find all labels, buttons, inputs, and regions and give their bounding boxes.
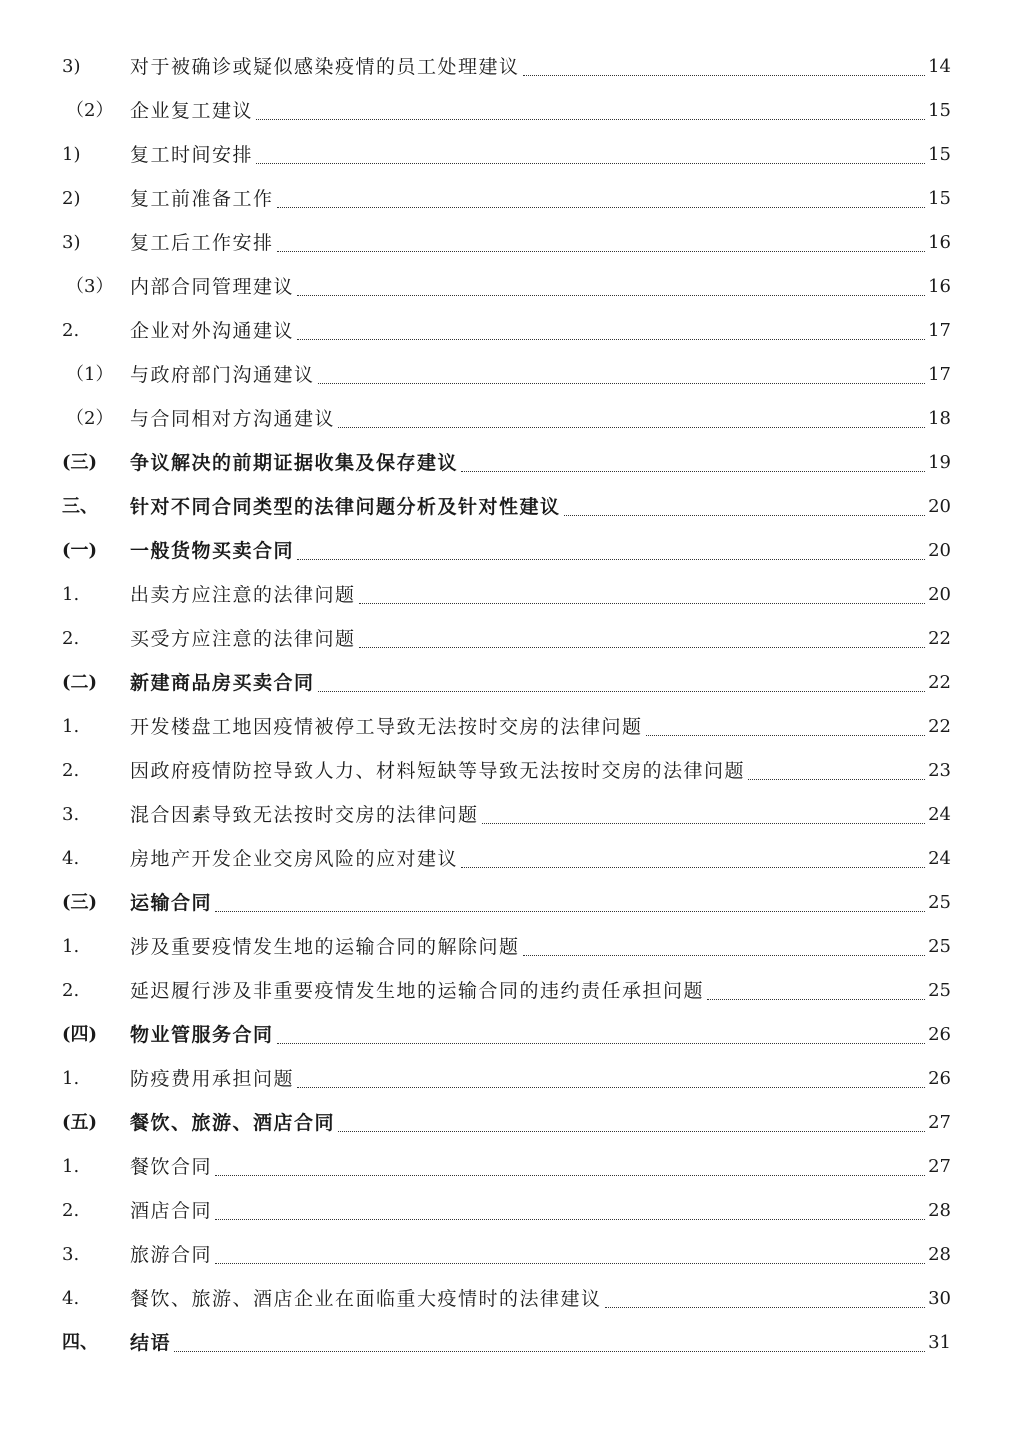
toc-dot-leader <box>482 822 926 824</box>
toc-entry-title: 房地产开发企业交房风险的应对建议 <box>130 847 459 870</box>
toc-entry[interactable] <box>0 925 1019 969</box>
toc-dot-leader <box>748 778 925 780</box>
toc-entry-title: 争议解决的前期证据收集及保存建议 <box>130 451 459 474</box>
toc-dot-leader <box>297 558 925 560</box>
toc-entry[interactable] <box>0 705 1019 749</box>
toc-entry-title: 餐饮、旅游、酒店企业在面临重大疫情时的法律建议 <box>130 1287 602 1310</box>
toc-entry-title: 企业复工建议 <box>130 99 254 122</box>
toc-dot-leader <box>215 1218 925 1220</box>
toc-entry-title: 买受方应注意的法律问题 <box>130 627 356 650</box>
toc-entry-page-number: 15 <box>928 100 951 121</box>
toc-entry[interactable] <box>0 837 1019 881</box>
toc-entry-number: 2. <box>62 320 80 341</box>
toc-entry-page-number: 27 <box>928 1112 951 1133</box>
toc-entry-number: 1) <box>62 144 81 165</box>
toc-dot-leader <box>318 382 926 384</box>
toc-entry-number: (一) <box>62 540 98 561</box>
toc-dot-leader <box>646 734 926 736</box>
toc-entry[interactable] <box>0 485 1019 529</box>
toc-entry-number: (五) <box>62 1112 98 1133</box>
toc-entry-number: 2. <box>62 628 80 649</box>
toc-entry[interactable] <box>0 89 1019 133</box>
toc-entry-page-number: 16 <box>928 276 951 297</box>
toc-entry[interactable] <box>0 1189 1019 1233</box>
toc-entry-title: 企业对外沟通建议 <box>130 319 295 342</box>
toc-entry-page-number: 26 <box>928 1068 951 1089</box>
toc-entry-number: （1） <box>66 364 114 385</box>
toc-entry-number: 2) <box>62 188 81 209</box>
toc-entry[interactable] <box>0 969 1019 1013</box>
toc-dot-leader <box>297 294 925 296</box>
toc-entry-page-number: 30 <box>928 1288 951 1309</box>
toc-dot-leader <box>338 1130 925 1132</box>
toc-entry-page-number: 22 <box>928 628 951 649</box>
toc-entry-number: (三) <box>62 892 98 913</box>
toc-entry-title: 复工时间安排 <box>130 143 254 166</box>
toc-entry-page-number: 17 <box>928 364 951 385</box>
toc-entry-number: 3) <box>62 56 81 77</box>
toc-entry-number: 三、 <box>62 496 98 517</box>
toc-entry-number: (二) <box>62 672 98 693</box>
toc-entry[interactable] <box>0 1057 1019 1101</box>
toc-entry-number: 1. <box>62 1068 80 1089</box>
toc-dot-leader <box>256 162 925 164</box>
toc-entry-title: 酒店合同 <box>130 1199 213 1222</box>
toc-entry[interactable] <box>0 529 1019 573</box>
toc-entry-title: 餐饮合同 <box>130 1155 213 1178</box>
toc-dot-leader <box>256 118 925 120</box>
toc-dot-leader <box>297 338 925 340</box>
toc-entry[interactable] <box>0 1013 1019 1057</box>
toc-entry-number: (三) <box>62 452 98 473</box>
toc-entry[interactable] <box>0 617 1019 661</box>
toc-entry-number: （2） <box>66 100 114 121</box>
toc-entry[interactable] <box>0 265 1019 309</box>
toc-entry-page-number: 14 <box>928 56 951 77</box>
toc-entry[interactable] <box>0 1233 1019 1277</box>
toc-entry-number: 1. <box>62 936 80 957</box>
toc-entry-number: 4. <box>62 848 80 869</box>
toc-entry-page-number: 23 <box>928 760 951 781</box>
toc-dot-leader <box>461 866 925 868</box>
toc-entry[interactable] <box>0 1321 1019 1365</box>
toc-entry-page-number: 19 <box>928 452 951 473</box>
toc-dot-leader <box>277 1042 926 1044</box>
toc-entry-title: 针对不同合同类型的法律问题分析及针对性建议 <box>130 495 561 518</box>
toc-entry-number: 1. <box>62 584 80 605</box>
toc-entry-number: （3） <box>66 276 114 297</box>
toc-entry-page-number: 28 <box>928 1200 951 1221</box>
toc-entry-number: （2） <box>66 408 114 429</box>
toc-entry[interactable] <box>0 573 1019 617</box>
toc-entry-title: 出卖方应注意的法律问题 <box>130 583 356 606</box>
toc-entry[interactable] <box>0 793 1019 837</box>
toc-dot-leader <box>564 514 926 516</box>
toc-entry-title: 延迟履行涉及非重要疫情发生地的运输合同的违约责任承担问题 <box>130 979 705 1002</box>
toc-entry[interactable] <box>0 353 1019 397</box>
toc-entry-number: 3) <box>62 232 81 253</box>
toc-dot-leader <box>215 1262 925 1264</box>
toc-entry-number: 四、 <box>62 1332 98 1353</box>
toc-entry-title: 复工前准备工作 <box>130 187 274 210</box>
toc-entry-number: 2. <box>62 980 80 1001</box>
toc-dot-leader <box>461 470 925 472</box>
toc-entry-page-number: 20 <box>928 540 951 561</box>
toc-entry-title: 因政府疫情防控导致人力、材料短缺等导致无法按时交房的法律问题 <box>130 759 746 782</box>
toc-dot-leader <box>359 646 926 648</box>
toc-entry-page-number: 18 <box>928 408 951 429</box>
toc-entry-title: 混合因素导致无法按时交房的法律问题 <box>130 803 479 826</box>
toc-entry-page-number: 22 <box>928 672 951 693</box>
toc-entry-title: 餐饮、旅游、酒店合同 <box>130 1111 336 1134</box>
toc-entry-page-number: 24 <box>928 848 951 869</box>
toc-entry-page-number: 20 <box>928 496 951 517</box>
toc-entry-title: 内部合同管理建议 <box>130 275 295 298</box>
toc-entry-title: 复工后工作安排 <box>130 231 274 254</box>
toc-dot-leader <box>359 602 926 604</box>
toc-dot-leader <box>707 998 925 1000</box>
toc-entry-title: 开发楼盘工地因疫情被停工导致无法按时交房的法律问题 <box>130 715 643 738</box>
toc-entry-number: 4. <box>62 1288 80 1309</box>
toc-entry-title: 物业管服务合同 <box>130 1023 274 1046</box>
toc-entry-page-number: 28 <box>928 1244 951 1265</box>
toc-dot-leader <box>605 1306 926 1308</box>
toc-dot-leader <box>277 250 926 252</box>
toc-dot-leader <box>277 206 926 208</box>
toc-entry-page-number: 25 <box>928 892 951 913</box>
toc-entry-page-number: 26 <box>928 1024 951 1045</box>
toc-entry[interactable] <box>0 309 1019 353</box>
toc-entry[interactable] <box>0 397 1019 441</box>
toc-entry-page-number: 22 <box>928 716 951 737</box>
toc-entry-page-number: 25 <box>928 980 951 1001</box>
toc-entry-title: 与合同相对方沟通建议 <box>130 407 336 430</box>
toc-entry-number: 1. <box>62 1156 80 1177</box>
toc-entry-title: 一般货物买卖合同 <box>130 539 295 562</box>
toc-entry-page-number: 31 <box>928 1332 951 1353</box>
toc-entry-title: 与政府部门沟通建议 <box>130 363 315 386</box>
toc-entry[interactable] <box>0 133 1019 177</box>
toc-entry-number: 1. <box>62 716 80 737</box>
toc-entry-title: 涉及重要疫情发生地的运输合同的解除问题 <box>130 935 520 958</box>
toc-entry-number: (四) <box>62 1024 98 1045</box>
toc-dot-leader <box>215 1174 925 1176</box>
toc-entry[interactable] <box>0 221 1019 265</box>
toc-entry-number: 3. <box>62 1244 80 1265</box>
toc-entry[interactable] <box>0 1101 1019 1145</box>
toc-entry[interactable] <box>0 881 1019 925</box>
toc-entry[interactable] <box>0 1277 1019 1321</box>
toc-entry-page-number: 20 <box>928 584 951 605</box>
toc-entry[interactable] <box>0 1145 1019 1189</box>
toc-entry-title: 结语 <box>130 1331 172 1354</box>
toc-entry[interactable] <box>0 749 1019 793</box>
toc-dot-leader <box>523 954 926 956</box>
toc-entry-page-number: 15 <box>928 188 951 209</box>
toc-entry[interactable] <box>0 441 1019 485</box>
toc-entry-page-number: 25 <box>928 936 951 957</box>
toc-entry[interactable] <box>0 45 1019 89</box>
toc-entry-page-number: 27 <box>928 1156 951 1177</box>
toc-entry-title: 运输合同 <box>130 891 213 914</box>
toc-entry[interactable] <box>0 661 1019 705</box>
toc-entry-title: 防疫费用承担问题 <box>130 1067 295 1090</box>
toc-entry-number: 2. <box>62 1200 80 1221</box>
toc-dot-leader <box>297 1086 925 1088</box>
toc-dot-leader <box>338 426 925 428</box>
toc-entry-number: 2. <box>62 760 80 781</box>
toc-dot-leader <box>215 910 925 912</box>
toc-dot-leader <box>523 74 926 76</box>
toc-entry-number: 3. <box>62 804 80 825</box>
toc-entry[interactable] <box>0 177 1019 221</box>
toc-entry-title: 旅游合同 <box>130 1243 213 1266</box>
toc-dot-leader <box>174 1350 925 1352</box>
toc-dot-leader <box>318 690 926 692</box>
table-of-contents <box>0 45 1019 1365</box>
toc-entry-page-number: 16 <box>928 232 951 253</box>
toc-entry-page-number: 15 <box>928 144 951 165</box>
toc-entry-page-number: 24 <box>928 804 951 825</box>
toc-entry-page-number: 17 <box>928 320 951 341</box>
toc-entry-title: 新建商品房买卖合同 <box>130 671 315 694</box>
toc-entry-title: 对于被确诊或疑似感染疫情的员工处理建议 <box>130 55 520 78</box>
